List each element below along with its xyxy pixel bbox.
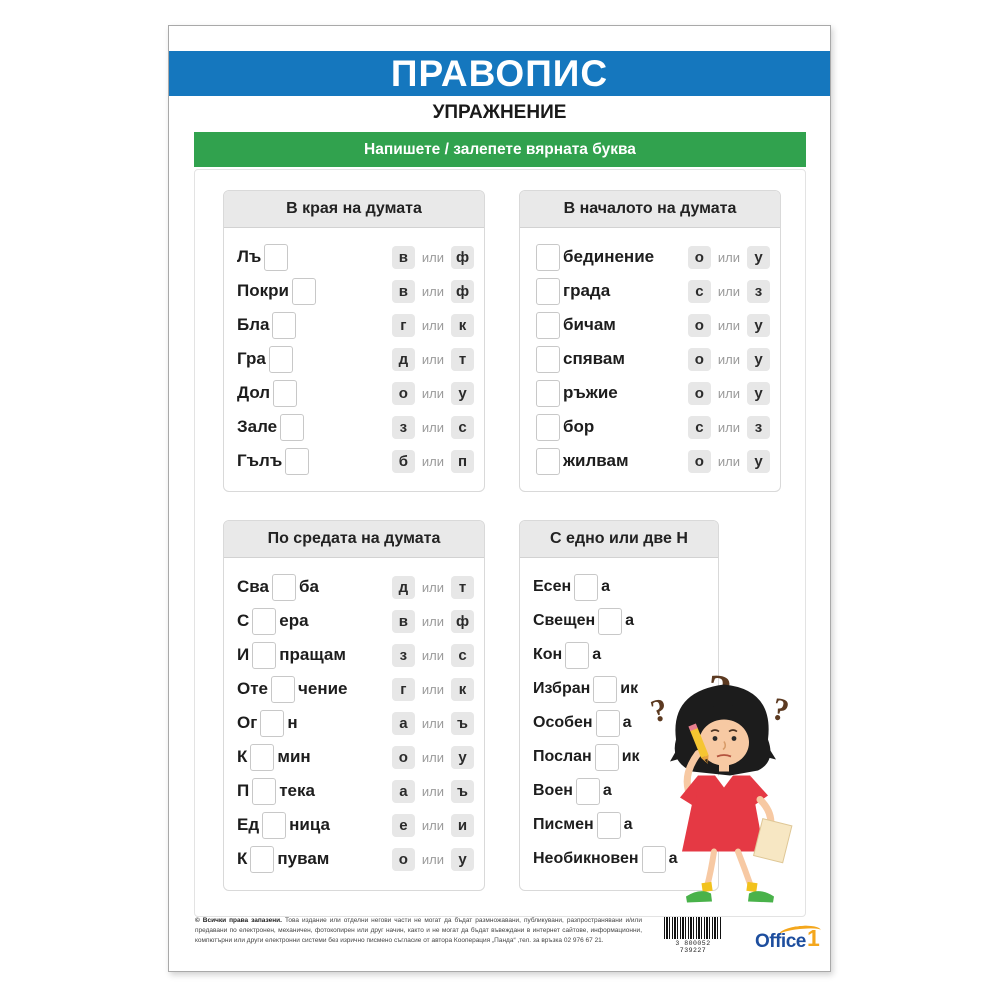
answer-box[interactable] [250, 846, 274, 873]
section-start-of-word [519, 190, 781, 492]
exercise-row [533, 308, 770, 342]
exercise-row [533, 376, 770, 410]
exercise-row [237, 706, 474, 740]
or-label: или [421, 749, 444, 765]
word-part-after: ик [621, 748, 640, 765]
word-with-gap [533, 380, 618, 407]
word-part-before: Зале [237, 417, 278, 436]
exercise-row [533, 444, 770, 478]
word-part-before: Есен [533, 578, 572, 595]
answer-box[interactable] [574, 574, 598, 601]
word-part-before: Кон [533, 646, 563, 663]
word-with-gap [533, 448, 629, 475]
word-part-after: а [602, 782, 612, 799]
word-part-before: Лъ [237, 247, 262, 266]
answer-box[interactable] [272, 312, 296, 339]
word-part-after: ница [289, 815, 330, 834]
exercise-row [237, 570, 474, 604]
option-chip[interactable]: ъ [451, 780, 474, 803]
word-with-gap [533, 642, 601, 669]
letter-options [392, 246, 474, 269]
or-label: или [717, 385, 740, 401]
option-chip[interactable]: и [451, 814, 474, 837]
option-chip[interactable]: ф [451, 610, 474, 633]
instruction-text: Напишете / залепете вярната буква [364, 140, 636, 158]
word-with-gap [237, 244, 291, 271]
option-chip[interactable]: у [747, 314, 770, 337]
letter-options [688, 450, 770, 473]
exercise-row [533, 570, 708, 604]
answer-box[interactable] [264, 244, 288, 271]
or-label: или [421, 613, 444, 629]
or-label: или [421, 419, 444, 435]
exercise-row [237, 774, 474, 808]
word-with-gap [533, 312, 616, 339]
exercise-row [237, 274, 474, 308]
word-part-after: бор [563, 417, 595, 436]
office1-logo [755, 924, 827, 956]
option-chip[interactable]: з [392, 644, 415, 667]
word-part-after: ера [279, 611, 309, 630]
word-with-gap [237, 846, 329, 873]
exercise-row [237, 342, 474, 376]
letter-options [392, 678, 474, 701]
word-with-gap [237, 448, 312, 475]
answer-box[interactable] [280, 414, 304, 441]
option-chip[interactable]: з [747, 416, 770, 439]
option-chip[interactable]: к [451, 678, 474, 701]
answer-box[interactable] [536, 312, 560, 339]
answer-box[interactable] [292, 278, 316, 305]
exercise-row [533, 604, 708, 638]
option-chip[interactable]: г [392, 678, 415, 701]
option-chip[interactable]: у [451, 848, 474, 871]
letter-options [688, 314, 770, 337]
option-chip[interactable]: з [392, 416, 415, 439]
or-label: или [421, 453, 444, 469]
answer-box[interactable] [536, 244, 560, 271]
or-label: или [717, 317, 740, 333]
word-part-before: Особен [533, 714, 593, 731]
word-part-before: К [237, 747, 248, 766]
instruction-bar [194, 132, 806, 167]
letter-options [392, 450, 474, 473]
word-part-after: тека [279, 781, 315, 800]
word-with-gap [237, 744, 311, 771]
word-part-before: Дол [237, 383, 271, 402]
option-chip[interactable]: у [747, 382, 770, 405]
word-part-after: а [623, 816, 633, 833]
option-chip[interactable]: в [392, 246, 415, 269]
word-part-before: Сва [237, 577, 269, 596]
letter-options [688, 280, 770, 303]
word-with-gap [237, 608, 309, 635]
option-chip[interactable]: д [392, 348, 415, 371]
word-with-gap [237, 642, 346, 669]
exercise-row [237, 240, 474, 274]
section-body [520, 228, 780, 478]
letter-options [688, 382, 770, 405]
option-chip[interactable]: п [451, 450, 474, 473]
letter-options [392, 746, 474, 769]
barcode-number: 3 800052 739227 [675, 940, 711, 954]
letter-options [392, 848, 474, 871]
answer-box[interactable] [252, 642, 276, 669]
option-chip[interactable]: к [451, 314, 474, 337]
option-chip[interactable]: с [451, 644, 474, 667]
confused-girl-illustration [612, 639, 812, 905]
word-part-after: а [601, 578, 611, 595]
exercise-row [533, 410, 770, 444]
or-label: или [717, 351, 740, 367]
option-chip[interactable]: е [392, 814, 415, 837]
exercise-row [533, 240, 770, 274]
word-part-after: спявам [563, 349, 625, 368]
section-title: По средата на думата [224, 521, 484, 558]
exercise-row [237, 842, 474, 876]
option-chip[interactable]: а [392, 780, 415, 803]
word-with-gap [237, 312, 299, 339]
or-label: или [421, 579, 444, 595]
option-chip[interactable]: а [392, 712, 415, 735]
letter-options [392, 416, 474, 439]
exercise-row [237, 740, 474, 774]
letter-options [688, 416, 770, 439]
answer-box[interactable] [271, 676, 295, 703]
letter-options [392, 610, 474, 633]
spelling-poster [168, 25, 831, 972]
option-chip[interactable]: о [392, 382, 415, 405]
word-part-after: жилвам [563, 451, 629, 470]
word-part-before: К [237, 849, 248, 868]
option-chip[interactable]: с [451, 416, 474, 439]
exercise-row [533, 274, 770, 308]
letter-options [392, 712, 474, 735]
answer-box[interactable] [272, 574, 296, 601]
or-label: или [421, 351, 444, 367]
or-label: или [421, 317, 444, 333]
svg-text:?: ? [768, 689, 793, 729]
answer-box[interactable] [536, 346, 560, 373]
option-chip[interactable]: у [747, 348, 770, 371]
word-part-after: ик [620, 680, 639, 697]
exercise-row [533, 342, 770, 376]
or-label: или [421, 817, 444, 833]
answer-box[interactable] [598, 608, 622, 635]
section-body [224, 558, 484, 876]
word-part-before: И [237, 645, 250, 664]
option-chip[interactable]: у [451, 382, 474, 405]
word-part-before: Избран [533, 680, 591, 697]
exercise-row [237, 808, 474, 842]
option-chip[interactable]: у [747, 246, 770, 269]
option-chip[interactable]: с [688, 280, 711, 303]
section-title: В началото на думата [520, 191, 780, 228]
letter-options [392, 280, 474, 303]
option-chip[interactable]: о [688, 314, 711, 337]
exercise-row [237, 638, 474, 672]
logo-text: Office [755, 931, 806, 952]
word-part-after: пувам [277, 849, 330, 868]
option-chip[interactable]: б [392, 450, 415, 473]
logo-suffix: 1 [807, 925, 820, 951]
barcode-bars [664, 917, 722, 939]
word-with-gap [237, 778, 315, 805]
word-part-after: бичам [563, 315, 616, 334]
or-label: или [421, 647, 444, 663]
word-part-after: а [592, 646, 602, 663]
word-part-before: С [237, 611, 250, 630]
option-chip[interactable]: о [688, 246, 711, 269]
option-chip[interactable]: ъ [451, 712, 474, 735]
answer-box[interactable] [252, 608, 276, 635]
word-with-gap [237, 278, 319, 305]
word-with-gap [533, 414, 594, 441]
word-part-after: ръжие [563, 383, 618, 402]
letter-options [392, 382, 474, 405]
or-label: или [421, 385, 444, 401]
word-part-before: Послан [533, 748, 592, 765]
barcode [663, 917, 723, 954]
section-title: В края на думата [224, 191, 484, 228]
word-part-before: Гра [237, 349, 266, 368]
word-with-gap [237, 574, 319, 601]
word-with-gap [237, 380, 300, 407]
word-with-gap [533, 574, 610, 601]
option-chip[interactable]: у [747, 450, 770, 473]
or-label: или [421, 681, 444, 697]
option-chip[interactable]: ф [451, 280, 474, 303]
or-label: или [717, 419, 740, 435]
word-with-gap [533, 608, 634, 635]
word-with-gap [237, 812, 330, 839]
or-label: или [717, 283, 740, 299]
word-part-after: а [668, 850, 678, 867]
option-chip[interactable]: г [392, 314, 415, 337]
section-title: С едно или две Н [520, 521, 718, 558]
word-with-gap [237, 414, 307, 441]
or-label: или [421, 283, 444, 299]
word-with-gap [533, 778, 612, 805]
letter-options [392, 814, 474, 837]
exercise-row [237, 410, 474, 444]
exercise-row [237, 308, 474, 342]
or-label: или [717, 453, 740, 469]
word-part-after: мин [277, 747, 311, 766]
word-with-gap [533, 346, 625, 373]
option-chip[interactable]: т [451, 348, 474, 371]
answer-box[interactable] [262, 812, 286, 839]
answer-box[interactable] [536, 448, 560, 475]
word-part-before: Воен [533, 782, 573, 799]
answer-box[interactable] [536, 380, 560, 407]
answer-box[interactable] [536, 414, 560, 441]
or-label: или [421, 783, 444, 799]
word-part-before: Писмен [533, 816, 594, 833]
option-chip[interactable]: ф [451, 246, 474, 269]
answer-box[interactable] [269, 346, 293, 373]
or-label: или [421, 249, 444, 265]
word-part-after: града [563, 281, 611, 300]
answer-box[interactable] [536, 278, 560, 305]
word-part-before: Ед [237, 815, 260, 834]
word-with-gap [237, 346, 296, 373]
option-chip[interactable]: с [688, 416, 711, 439]
or-label: или [717, 249, 740, 265]
option-chip[interactable]: о [688, 348, 711, 371]
answer-box[interactable] [252, 778, 276, 805]
option-chip[interactable]: т [451, 576, 474, 599]
option-chip[interactable]: в [392, 610, 415, 633]
answer-box[interactable] [273, 380, 297, 407]
word-part-before: Бла [237, 315, 270, 334]
option-chip[interactable]: в [392, 280, 415, 303]
word-part-before: Покри [237, 281, 289, 300]
word-with-gap [237, 676, 348, 703]
word-with-gap [533, 244, 654, 271]
svg-text:?: ? [646, 690, 672, 730]
word-part-after: а [625, 612, 635, 629]
title-bar [169, 51, 830, 96]
answer-box[interactable] [576, 778, 600, 805]
word-part-before: Гълъ [237, 451, 283, 470]
section-end-of-word [223, 190, 485, 492]
letter-options [392, 314, 474, 337]
word-part-after: н [287, 713, 298, 732]
option-chip[interactable]: у [451, 746, 474, 769]
option-chip[interactable]: о [392, 746, 415, 769]
option-chip[interactable]: о [392, 848, 415, 871]
answer-box[interactable] [565, 642, 589, 669]
word-part-before: Оте [237, 679, 269, 698]
word-part-before: Свещен [533, 612, 596, 629]
section-middle-of-word [223, 520, 485, 891]
word-part-after: пращам [279, 645, 346, 664]
word-part-before: П [237, 781, 250, 800]
word-part-after: а [622, 714, 632, 731]
option-chip[interactable]: з [747, 280, 770, 303]
poster-subtitle: УПРАЖНЕНИЕ [432, 102, 567, 123]
word-part-after: бединение [563, 247, 655, 266]
exercise-row [237, 604, 474, 638]
or-label: или [421, 715, 444, 731]
letter-options [392, 348, 474, 371]
exercise-row [237, 376, 474, 410]
option-chip[interactable]: д [392, 576, 415, 599]
word-with-gap [237, 710, 298, 737]
word-part-after: чение [298, 679, 348, 698]
answer-box[interactable] [250, 744, 274, 771]
section-body [224, 228, 484, 478]
poster-title: ПРАВОПИС [390, 52, 609, 94]
letter-options [688, 348, 770, 371]
letter-options [688, 246, 770, 269]
word-part-before: Ог [237, 713, 258, 732]
letter-options [392, 780, 474, 803]
answer-box[interactable] [260, 710, 284, 737]
word-part-before: Необикновен [533, 850, 639, 867]
word-part-after: ба [298, 577, 319, 596]
letter-options [392, 644, 474, 667]
copyright-text: © Всички права запазени. Това издание или отделни негови части не могат да бъдат размножавани, публикувани, разпространявани и/или предавани по електронен, механичен, фотокопирен или друг начин, както и не могат да бъдат въвеждани в интернет сайтове, информационни, компютърни или други електронни системи без изрично писмено съгласие от автора Кооперация „Панда“ ,тел. за връзка 02 976 67 21. [195, 917, 642, 944]
option-chip[interactable]: о [688, 450, 711, 473]
exercise-row [237, 444, 474, 478]
letter-options [392, 576, 474, 599]
answer-box[interactable] [285, 448, 309, 475]
exercise-row [237, 672, 474, 706]
or-label: или [421, 851, 444, 867]
word-with-gap [533, 278, 610, 305]
option-chip[interactable]: о [688, 382, 711, 405]
